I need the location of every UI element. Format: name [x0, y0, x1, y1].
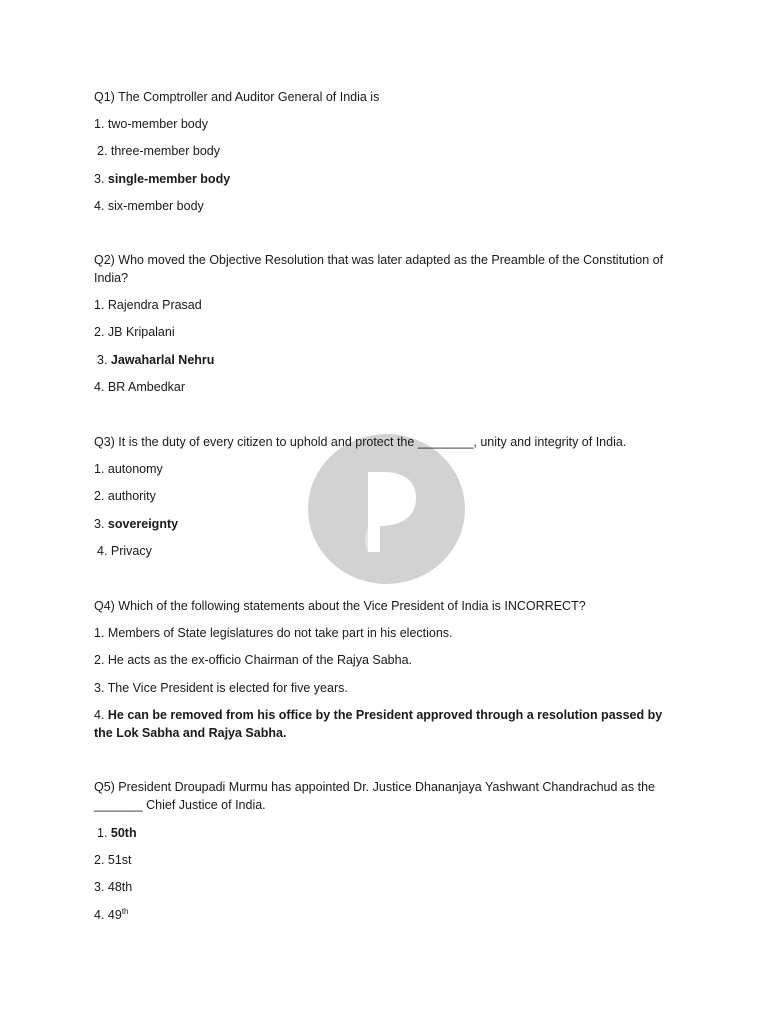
watermark-logo-icon: [308, 434, 465, 584]
q4-option-3: 3. The Vice President is elected for five years.: [94, 681, 348, 695]
q3-option-2: 2. authority: [94, 489, 156, 503]
question-5: Q5) President Droupadi Murmu has appointed Dr. Justice Dhananjaya Yashwant Chandrachud as the _______ Chief Justice of India.: [94, 780, 655, 812]
q3-option-3-answer: 3. sovereignty: [94, 517, 179, 531]
q5-option-2: 2. 51st: [94, 853, 132, 867]
superscript-ordinal: th: [121, 906, 129, 916]
q1-option-1: 1. two-member body: [94, 117, 208, 131]
q2-option-4: 4. BR Ambedkar: [94, 380, 186, 394]
q1-option-2: 2. three-member body: [97, 144, 220, 158]
q3-option-4: 4. Privacy: [97, 544, 152, 558]
q2-option-1: 1. Rajendra Prasad: [94, 298, 202, 312]
q2-option-2: 2. JB Kripalani: [94, 325, 175, 339]
q1-option-3-answer: 3. single-member body: [94, 172, 231, 186]
q2-option-3-answer: 3. Jawaharlal Nehru: [97, 353, 215, 367]
q4-option-4-answer: 4. He can be removed from his office by the President approved through a resolution passed by the Lok Sabha and Rajya Sabha.: [94, 708, 663, 740]
question-4: Q4) Which of the following statements about the Vice President of India is INCORRECT?: [94, 599, 586, 613]
question-1: Q1) The Comptroller and Auditor General of India is: [94, 90, 380, 104]
q3-option-1: 1. autonomy: [94, 462, 163, 476]
question-2: Q2) Who moved the Objective Resolution that was later adapted as the Preamble of the Constitution of India?: [94, 253, 664, 285]
q4-option-2: 2. He acts as the ex-officio Chairman of the Rajya Sabha.: [94, 653, 413, 667]
question-3: Q3) It is the duty of every citizen to uphold and protect the ________, unity and integrity of India.: [94, 435, 627, 449]
q5-option-1-answer: 1. 50th: [97, 826, 137, 840]
q4-option-1: 1. Members of State legislatures do not take part in his elections.: [94, 626, 453, 640]
q1-option-4: 4. six-member body: [94, 199, 204, 213]
q5-option-4: 4. 49th: [94, 906, 129, 922]
q5-option-3: 3. 48th: [94, 880, 133, 894]
